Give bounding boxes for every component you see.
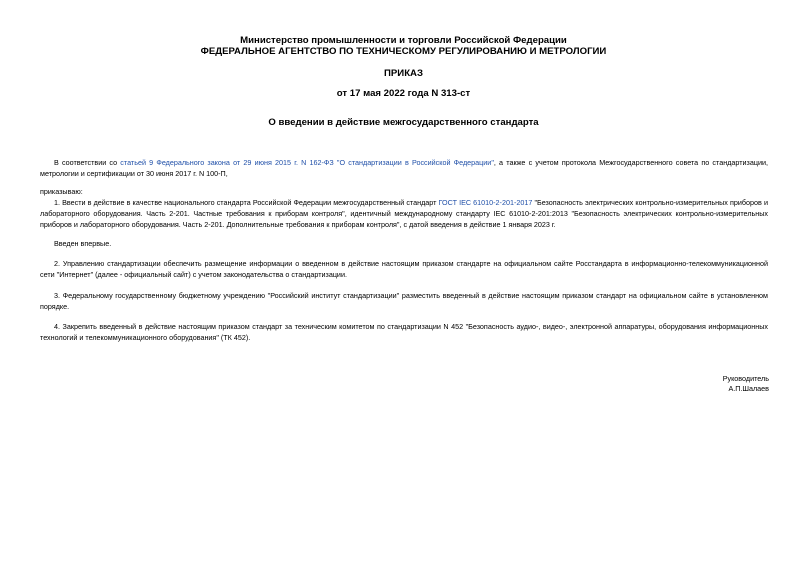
agency-heading: ФЕДЕРАЛЬНОЕ АГЕНТСТВО ПО ТЕХНИЧЕСКОМУ РЕГУЛИРОВАНИЮ И МЕТРОЛОГИИ — [200, 46, 607, 57]
intro-prefix: В соответствии со — [54, 158, 121, 167]
signatory-name: А.П.Шалаев — [728, 384, 769, 393]
document-title: О введении в действие межгосударственного стандарта — [268, 117, 539, 128]
signatory-position: Руководитель — [722, 374, 769, 383]
intro-paragraph — [40, 157, 768, 179]
item-4-paragraph: 4. Закрепить введенный в действие настоящим приказом стандарт за техническим комитетом по стандартизации N 452 "Безопасность аудио-, видео-, электронной аппаратуры, оборудования информационных технологий и телекоммуникационного оборудования" (ТК 452). — [40, 322, 768, 342]
document-date-number: от 17 мая 2022 года N 313-ст — [336, 88, 471, 99]
first-time-note: Введен впервые. — [54, 239, 112, 248]
item-1-suffix: "Безопасность электрических контрольно-измерительных приборов и лабораторного оборудования. Часть 2-201. Частные требования к приборам контроля", идентичный международному стандарту IEC 61010-2-201:2013 "Безопасность электрических контрольно-измерительных приборов и лабораторного оборудования. Часть 2-201. Дополнительные требования к приборам контроля", с датой введения в действие 1 января 2023 г. — [40, 198, 768, 229]
gost-standard-link[interactable]: ГОСТ IEC 61010-2-201-2017 — [438, 198, 533, 207]
intro-suffix: , а также с учетом протокола Межгосударственного совета по стандартизации, метрологии и сертификации от 30 июня 2017 г. N 100-П, — [40, 158, 768, 178]
item-1-paragraph — [40, 197, 768, 230]
document-type: ПРИКАЗ — [384, 68, 423, 79]
ministry-heading: Министерство промышленности и торговли Российской Федерации — [240, 35, 567, 46]
federal-law-link[interactable]: статьей 9 Федерального закона от 29 июня 2015 г. N 162-ФЗ "О стандартизации в Российской Федерации" — [120, 158, 494, 167]
item-2-paragraph: 2. Управлению стандартизации обеспечить размещение информации о введенном в действие настоящим приказом стандарте на официальном сайте Росстандарта в информационно-телекоммуникационной сети "Интернет" (далее - официальный сайт) с учетом законодательства о стандартизации. — [40, 259, 768, 279]
item-3-paragraph: 3. Федеральному государственному бюджетному учреждению "Российский институт стандартизации" разместить введенный в действие настоящим приказом стандарт на официальном сайте в установленном порядке. — [40, 291, 768, 311]
item-1-prefix: 1. Ввести в действие в качестве национального стандарта Российской Федерации межгосударственный стандарт — [54, 198, 439, 207]
order-word: приказываю: — [40, 187, 83, 196]
